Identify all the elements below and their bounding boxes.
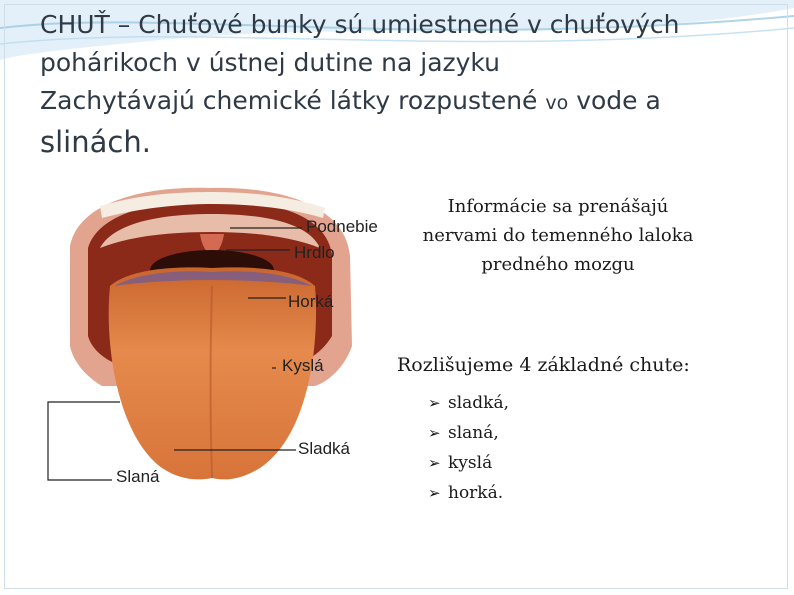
title-line-1: CHUŤ – Chuťové bunky sú umiestnené v chuťových [40, 10, 680, 39]
list-item [428, 448, 509, 478]
info-text: Informácie sa prenášajú nervami do temenného laloka predného mozgu [422, 196, 694, 275]
title-line-3-start: Zachytávajú chemické látky rozpustené [40, 86, 546, 115]
slide-title [40, 6, 780, 162]
title-line-2: pohárikoch v ústnej dutine na jazyku [40, 48, 500, 77]
arrow-bullet-icon: ➢ [428, 484, 441, 502]
list-item [428, 418, 509, 448]
title-line-3-small: vo [545, 92, 569, 114]
label-hrdlo: Hrdlo [294, 243, 335, 262]
title-line-3-end: vode a [568, 86, 661, 115]
title-line-4: slinách. [40, 125, 151, 159]
label-kysla: Kyslá [282, 356, 324, 375]
arrow-bullet-icon: ➢ [428, 454, 441, 472]
taste-label: kyslá [448, 453, 493, 473]
tongue-illustration [40, 186, 390, 486]
taste-label: slaná, [448, 423, 499, 443]
title-line-3 [40, 82, 780, 122]
arrow-bullet-icon: ➢ [428, 424, 441, 442]
taste-label: horká. [448, 483, 504, 503]
arrow-bullet-icon: ➢ [428, 394, 441, 412]
taste-label: sladká, [448, 393, 510, 413]
label-slana: Slaná [116, 467, 160, 486]
list-item [428, 388, 509, 418]
tastes-list [428, 388, 509, 508]
tastes-heading: Rozlišujeme 4 základné chute: [397, 354, 690, 376]
list-item [428, 478, 509, 508]
label-horka: Horká [288, 292, 334, 311]
label-podnebie: Podnebie [306, 217, 378, 236]
label-sladka: Sladká [298, 439, 350, 458]
